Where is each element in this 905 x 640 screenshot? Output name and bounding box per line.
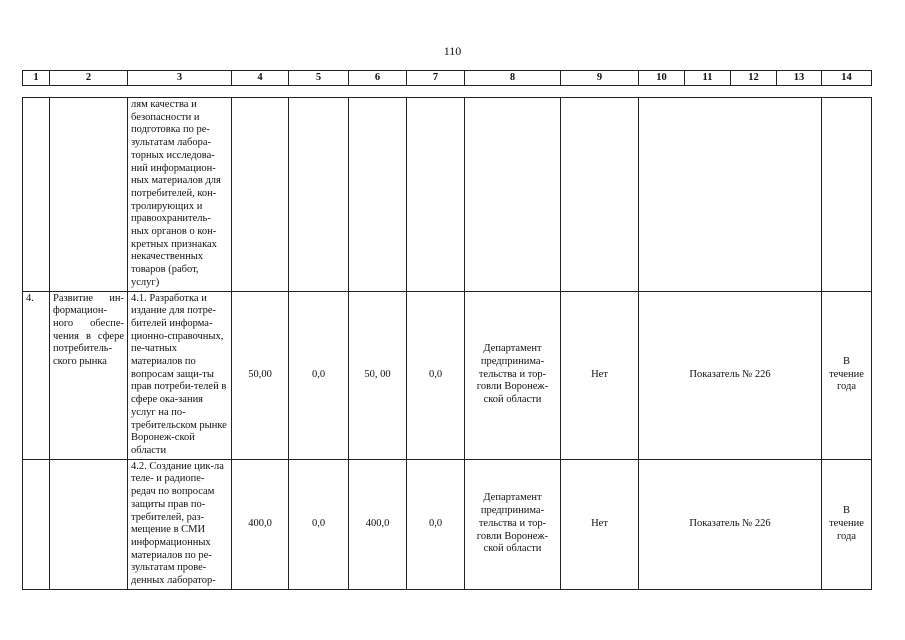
indicator-cell: Показатель № 226 (639, 459, 822, 589)
column-header: 3 (128, 71, 232, 86)
amount-cell: 0,0 (407, 459, 465, 589)
column-header: 6 (349, 71, 407, 86)
column-header: 4 (232, 71, 289, 86)
measure-cell: 4.2. Создание цик-ла теле- и радиопе-редач по вопросам защиты прав по-требителей, раз-мещение в СМИ информационных материалов по ре-зультатам прове-денных лаборатор- (128, 459, 232, 589)
column-header: 13 (777, 71, 822, 86)
column-header: 7 (407, 71, 465, 86)
table-row (23, 291, 872, 459)
flag-cell: Нет (561, 291, 639, 459)
amount-cell: 0,0 (289, 459, 349, 589)
column-header: 5 (289, 71, 349, 86)
indicator-cell: Показатель № 226 (639, 291, 822, 459)
table-row (23, 98, 872, 292)
executor-cell: Департамент предпринима-тельства и тор-говли Воронеж-ской области (465, 459, 561, 589)
row-number: 4. (23, 291, 50, 459)
amount-cell: 400,0 (232, 459, 289, 589)
measure-cell: лям качества и безопасности и подготовка по ре-зультатам лабора-торных исследова-ний информацион-ных материалов для потребителей, кон-тролирующих и правоохранитель-ных органов о кон-кретных признаках некачественных товаров (работ, услуг) (128, 98, 232, 292)
column-header: 1 (23, 71, 50, 86)
measure-cell: 4.1. Разработка и издание для потре-бителей информа-ционно-справочных, пе-чатных материалов по вопросам защи-ты прав потреби-телей в сфере ока-зания услуг на по-требительском рынке Воронеж-ской области (128, 291, 232, 459)
amount-cell: 50, 00 (349, 291, 407, 459)
column-header: 14 (822, 71, 872, 86)
column-header-row (22, 70, 872, 86)
amount-cell: 0,0 (289, 291, 349, 459)
amount-cell: 50,00 (232, 291, 289, 459)
measures-table (22, 97, 872, 590)
column-header: 11 (685, 71, 731, 86)
column-header: 12 (731, 71, 777, 86)
executor-cell: Департамент предпринима-тельства и тор-говли Воронеж-ской области (465, 291, 561, 459)
flag-cell: Нет (561, 459, 639, 589)
column-header: 2 (50, 71, 128, 86)
section-cell: Развитие ин-формацион-ного обеспе-чения в сфере потребитель-ского рынка (50, 291, 128, 459)
column-header: 10 (639, 71, 685, 86)
table-row (23, 459, 872, 589)
column-header: 9 (561, 71, 639, 86)
page-number: 110 (443, 44, 462, 58)
column-header: 8 (465, 71, 561, 86)
amount-cell: 0,0 (407, 291, 465, 459)
term-cell: В течение года (822, 291, 872, 459)
amount-cell: 400,0 (349, 459, 407, 589)
term-cell: В течение года (822, 459, 872, 589)
